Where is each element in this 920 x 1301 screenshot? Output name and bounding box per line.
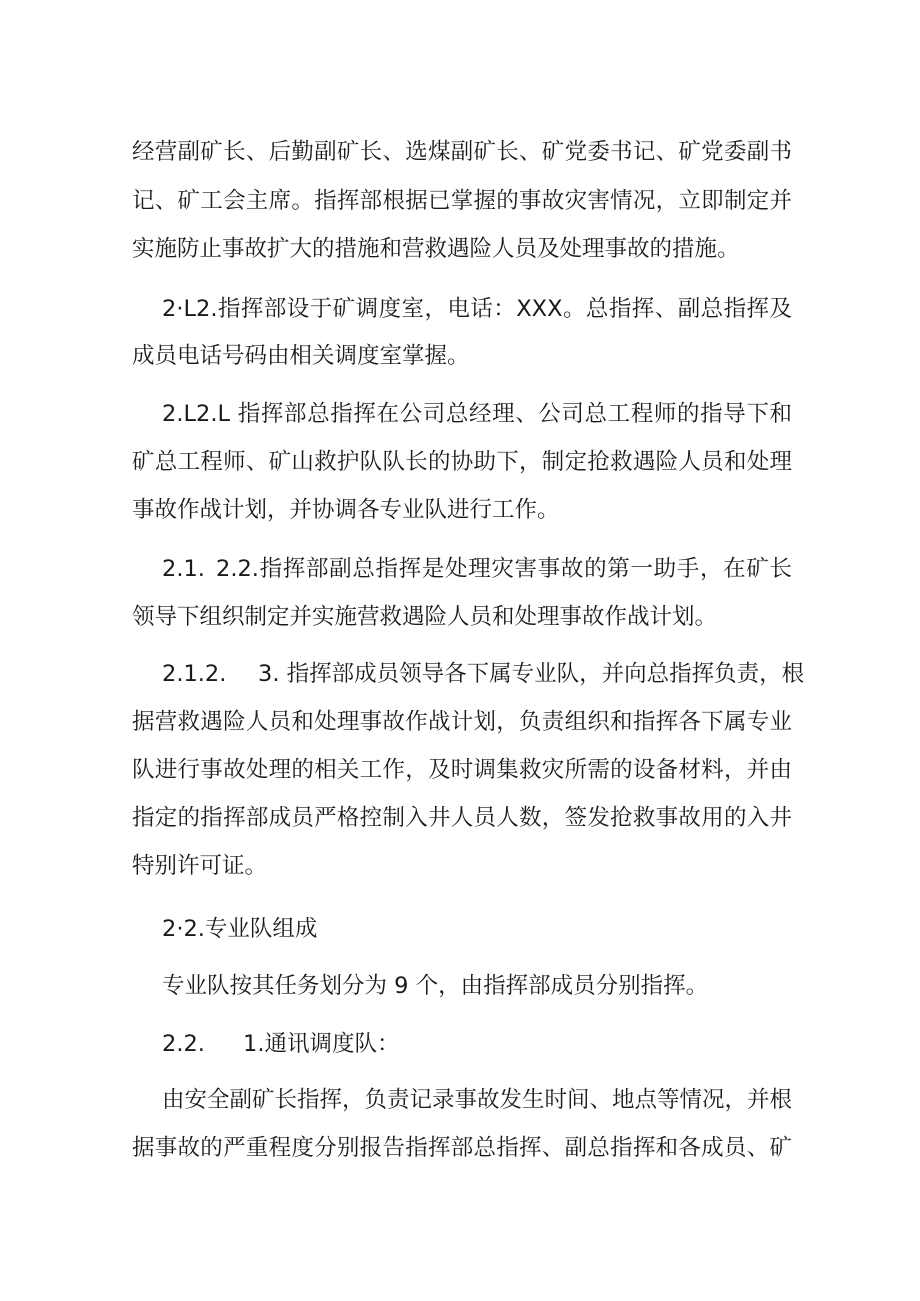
text-line: 由安全副矿长指挥，负责记录事故发生时间、地点等情况，并根 [162,1087,793,1113]
section-number: 2.1. [162,556,205,582]
text-line: 特别许可证。 [132,853,268,879]
text-line: 据营救遇险人员和处理事故作战计划，负责组织和指挥各下属专业 [132,709,792,735]
text-line: 矿总工程师、矿山救护队队长的协助下，制定抢救遇险人员和处理 [132,449,792,475]
section-heading: 2·2.专业队组成 [162,916,318,942]
text-line: 专业队按其任务划分为 9 个，由指挥部成员分别指挥。 [162,973,709,999]
text-line: 事故作战计划，并协调各专业队进行工作。 [132,497,560,523]
text-line: 3. 指挥部成员领导各下属专业队，并向总指挥负责，根 [258,661,805,687]
section-number: 2.1.2. [162,661,227,687]
text-line: 据事故的严重程度分别报告指挥部总指挥、副总指挥和各成员、矿 [132,1135,792,1161]
text-line: 领导下组织制定并实施营救遇险人员和处理事故作战计划。 [132,604,718,630]
text-line: 2.L2.L 指挥部总指挥在公司总经理、公司总工程师的指导下和 [162,401,792,427]
section-heading: 1.通讯调度队： [243,1031,400,1057]
text-line: 记、矿工会主席。指挥部根据已掌握的事故灾害情况，立即制定并 [132,188,792,214]
section-number: 2.2. [162,1031,205,1057]
text-line: 2·L2.指挥部设于矿调度室，电话：XXX。总指挥、副总指挥及 [162,296,792,322]
text-line: 实施防止事故扩大的措施和营救遇险人员及处理事故的措施。 [132,236,740,262]
text-line: 指定的指挥部成员严格控制入井人员人数，签发抢救事故用的入井 [132,805,792,831]
text-line: 成员电话号码由相关调度室掌握。 [132,343,470,369]
text-line: 经营副矿长、后勤副矿长、选煤副矿长、矿党委书记、矿党委副书 [132,139,792,165]
text-line: 队进行事故处理的相关工作，及时调集救灾所需的设备材料，并由 [132,757,792,783]
text-line: 2.2.指挥部副总指挥是处理灾害事故的第一助手，在矿长 [216,556,792,582]
